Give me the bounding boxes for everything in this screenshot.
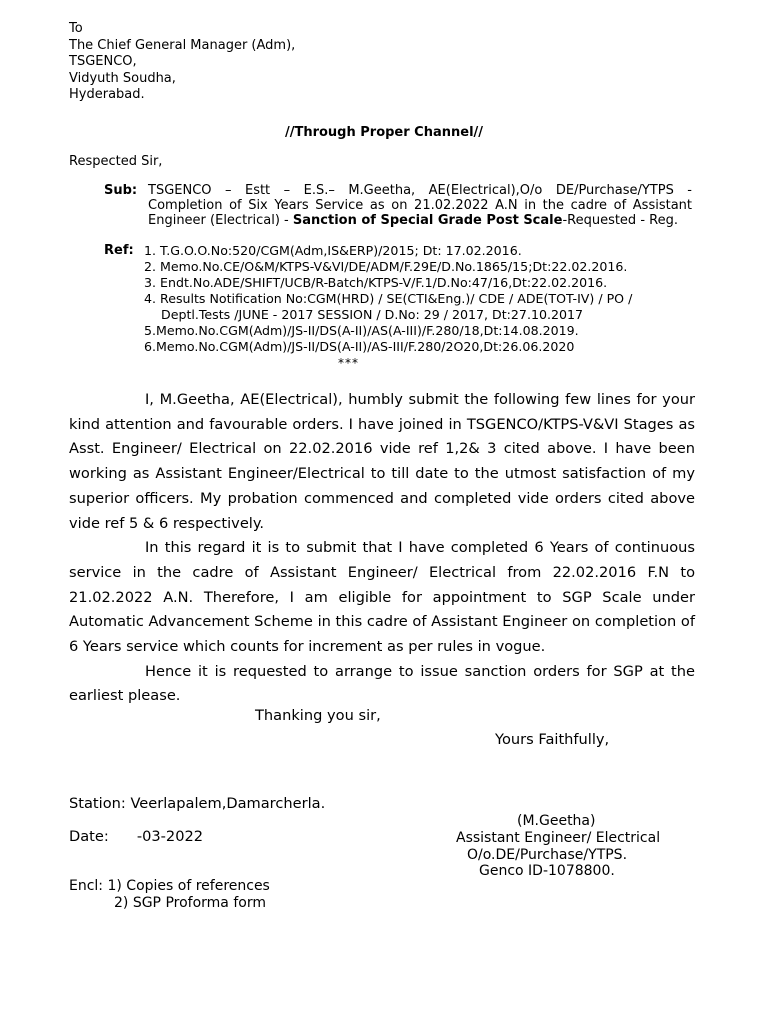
date-label: Date:	[69, 828, 109, 845]
closing-line: Yours Faithfully,	[495, 731, 610, 748]
reference-item-3: 3. Endt.No.ADE/SHIFT/UCB/R-Batch/KTPS-V/F.1/D.No:47/16,Dt:22.02.2016.	[144, 275, 608, 290]
station-line: Station: Veerlapalem,Damarcherla.	[69, 795, 326, 812]
signature-office: O/o.DE/Purchase/YTPS.	[467, 846, 628, 863]
reference-item-4b: Deptl.Tests /JUNE - 2017 SESSION / D.No: 29 / 2017, Dt:27.10.2017	[161, 307, 584, 322]
address-line-4: Hyderabad.	[69, 87, 145, 102]
thanks-line: Thanking you sir,	[255, 707, 381, 724]
subject-text-before: TSGENCO – Estt – E.S.– M.Geetha, AE(Electrical),O/o DE/Purchase/YTPS - Completion of Six Years Service as on 21.02.2022 A.N in the cadre of Assistant Engineer (Electrical) -	[148, 183, 692, 228]
body-paragraph-2: In this regard it is to submit that I have completed 6 Years of continuous service in the cadre of Assistant Engineer/ Electrical from 22.02.2016 F.N to 21.02.2022 A.N. Therefore, I am eligible for appointment to SGP Scale under Automatic Advancement Scheme in this cadre of Assistant Engineer on completion of 6 Years service which counts for increment as per rules in vogue.	[69, 539, 695, 656]
salutation: Respected Sir,	[69, 154, 163, 169]
address-line-3: Vidyuth Soudha,	[69, 70, 176, 86]
enclosure-1: Encl: 1) Copies of references	[69, 878, 270, 894]
reference-item-5: 5.Memo.No.CGM(Adm)/JS-II/DS(A-II)/AS(A-III)/F.280/18,Dt:14.08.2019.	[144, 323, 579, 338]
address-to: To	[69, 21, 83, 36]
enclosure-2: 2) SGP Proforma form	[114, 894, 266, 911]
signature-name: (M.Geetha)	[517, 813, 596, 829]
channel-heading	[0, 125, 768, 140]
channel-text: //Through Proper Channel//	[284, 125, 484, 140]
subject-label: Sub:	[104, 183, 138, 198]
signature-block	[440, 813, 680, 880]
subject-text-after: -Requested - Reg.	[562, 213, 678, 228]
body-paragraph-1: I, M.Geetha, AE(Electrical), humbly submit the following few lines for your kind attention and favourable orders. I have joined in TSGENCO/KTPS-V&VI Stages as Asst. Engineer/ Electrical on 22.02.2016 vide ref 1,2& 3 cited above. I have been working as Assistant Engineer/Electrical to till date to the utmost satisfaction of my superior officers. My probation commenced and completed vide orders cited above vide ref 5 & 6 respectively.	[69, 391, 695, 532]
reference-item-4a: 4. Results Notification No:CGM(HRD) / SE(CTI&Eng.)/ CDE / ADE(TOT-IV) / PO /	[144, 291, 633, 306]
enclosures	[69, 878, 270, 911]
date-line	[69, 828, 203, 845]
signature-genco-id: Genco ID-1078800.	[479, 863, 615, 880]
address-line-2: TSGENCO,	[69, 54, 137, 69]
reference-item-2: 2. Memo.No.CE/O&M/KTPS-V&VI/DE/ADM/F.29E/D.No.1865/15;Dt:22.02.2016.	[144, 259, 628, 274]
reference-item-6: 6.Memo.No.CGM(Adm)/JS-II/DS(A-II)/AS-III/F.280/2O20,Dt:26.06.2020	[144, 339, 575, 354]
date-value: -03-2022	[136, 828, 204, 845]
recipient-address	[69, 21, 295, 104]
reference-label: Ref:	[104, 243, 134, 258]
reference-list	[144, 243, 692, 355]
reference-item-1: 1. T.G.O.O.No:520/CGM(Adm,IS&ERP)/2015; Dt: 17.02.2016.	[144, 243, 522, 258]
subject-text-bold: Sanction of Special Grade Post Scale	[292, 213, 563, 228]
signature-designation: Assistant Engineer/ Electrical	[456, 829, 661, 846]
address-line-1: The Chief General Manager (Adm),	[69, 37, 296, 53]
letter-body	[69, 388, 695, 709]
body-paragraph-3: Hence it is requested to arrange to issue sanction orders for SGP at the earliest please.	[69, 662, 695, 705]
subject-text	[148, 183, 692, 228]
separator: ***	[338, 356, 359, 370]
